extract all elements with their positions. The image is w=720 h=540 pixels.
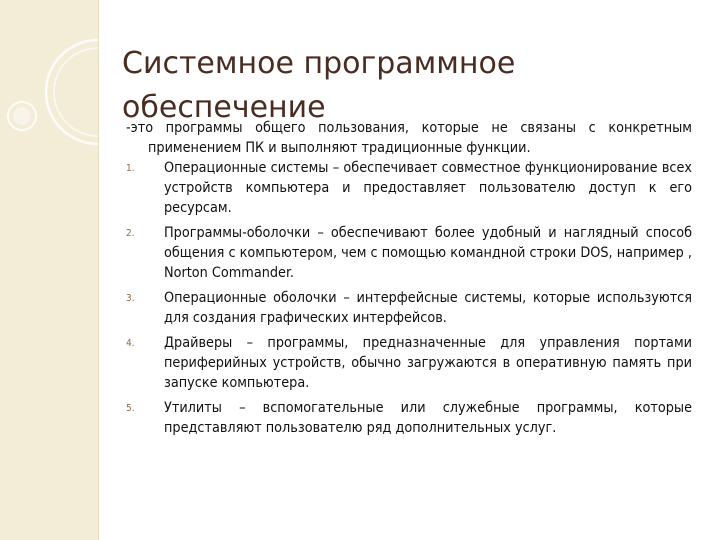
list-item-text: Драйверы – программы, предназначенные для управления портами периферийных устройств, обычно загружаются в оперативную память при запуске компьютера.	[164, 335, 692, 391]
slide-body	[126, 118, 692, 438]
slide-title: Системное программное обеспечение	[122, 46, 516, 126]
list-item	[126, 333, 692, 393]
list-item	[126, 288, 692, 328]
list-item-text: Операционные системы – обеспечивает совместное функционирование всех устройств компьютера и предоставляет пользователю доступ к его ресурсам.	[164, 160, 692, 216]
list-number: 3.	[126, 293, 135, 304]
list-item-text: Утилиты – вспомогательные или служебные программы, которые представляют пользователю ряд дополнительных услуг.	[164, 400, 692, 436]
list-number: 4.	[126, 338, 135, 349]
decorative-side-band	[0, 0, 98, 540]
list-item-text: Программы-оболочки – обеспечивают более удобный и наглядный способ общения с компьютером, чем с помощью командной строки DOS, например , Norton Commander.	[164, 225, 692, 281]
list-number: 1.	[126, 163, 135, 174]
vertical-divider	[98, 0, 99, 540]
list-number: 5.	[126, 403, 135, 414]
list-number: 2.	[126, 228, 135, 239]
list-item	[126, 223, 692, 283]
list-item-text: Операционные оболочки – интерфейсные системы, которые используются для создания графических интерфейсов.	[164, 290, 692, 326]
list-item	[126, 158, 692, 218]
decorative-circles-icon	[0, 0, 98, 540]
intro-paragraph: -это программы общего пользования, которые не связаны с конкретным применением ПК и выполняют традиционные функции.	[126, 120, 692, 156]
list-item	[126, 398, 692, 438]
